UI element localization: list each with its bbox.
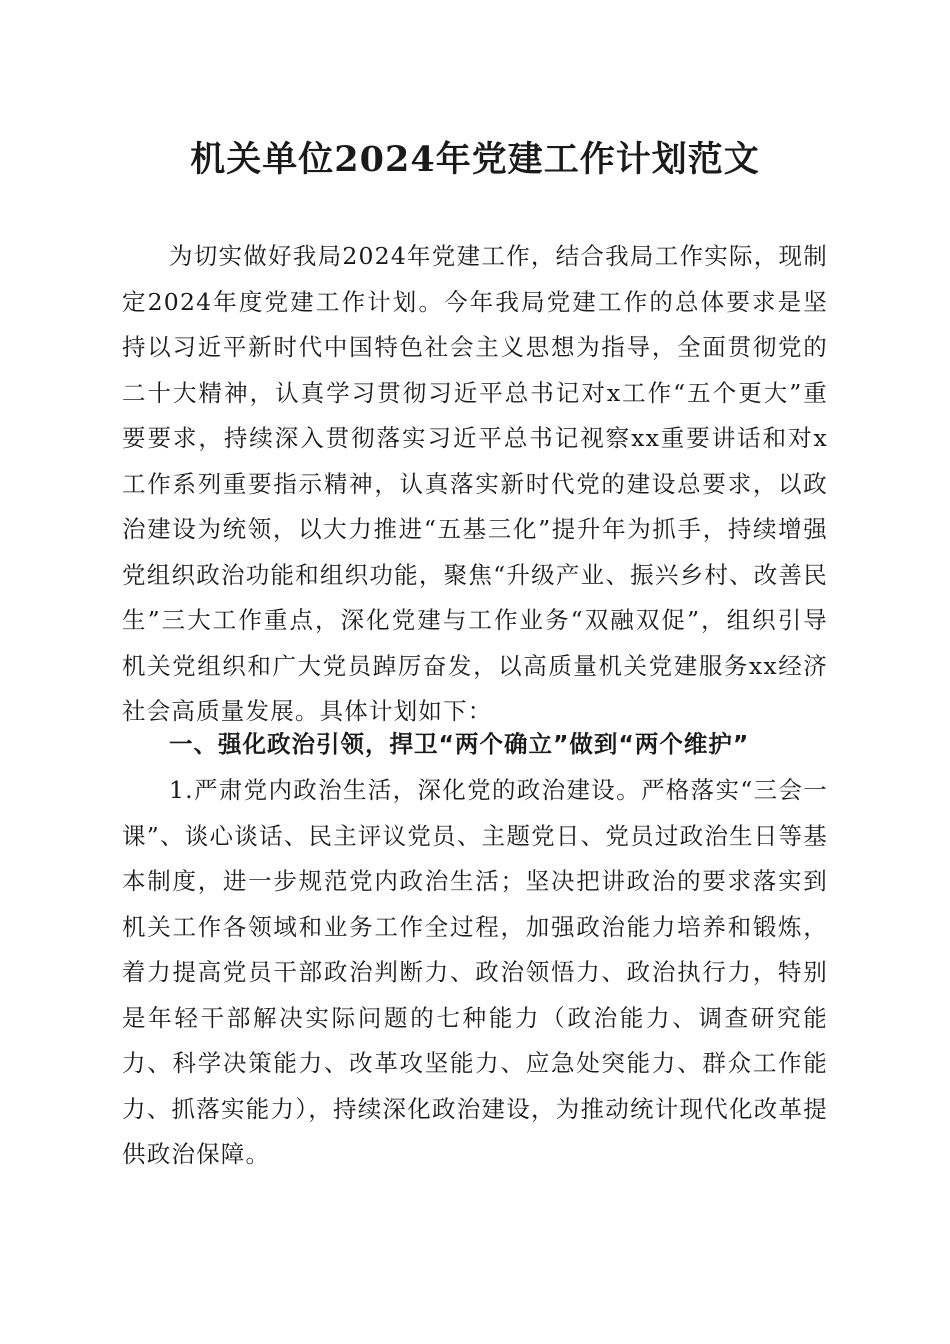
- document-title: 机关单位2024年党建工作计划范文: [190, 139, 760, 180]
- intro-paragraph: 为切实做好我局2024年党建工作，结合我局工作实际，现制定2024年度党建工作计划。今年我局党建工作的总体要求是坚持以习近平新时代中国特色社会主义思想为指导，全面贯彻党的二十大精神，认真学习贯彻习近平总书记对x工作“五个更大”重要要求，持续深入贯彻落实习近平总书记视察xx重要讲话和对x工作系列重要指示精神，认真落实新时代党的建设总要求，以政治建设为统领，以大力推进“五基三化”提升年为抓手，持续增强党组织政治功能和组织功能，聚焦“升级产业、振兴乡村、改善民生”三大工作重点，深化党建与工作业务“双融双促”，组织引导机关党组织和广大党员踔厉奋发，以高质量机关党建服务xx经济社会高质量发展。具体计划如下：: [122, 242, 828, 725]
- section-1-paragraph-1: 1.严肃党内政治生活，深化党的政治建设。严格落实“三会一课”、谈心谈话、民主评议党员、主题党日、党员过政治生日等基本制度，进一步规范党内政治生活；坚决把讲政治的要求落实到机关工作各领域和业务工作全过程，加强政治能力培养和锻炼，着力提高党员干部政治判断力、政治领悟力、政治执行力，特别是年轻干部解决实际问题的七种能力（政治能力、调查研究能力、科学决策能力、改革攻坚能力、应急处突能力、群众工作能力、抓落实能力），持续深化政治建设，为推动统计现代化改革提供政治保障。: [122, 776, 828, 1168]
- section-heading-1: 一、强化政治引领，捍卫“两个确立”做到“两个维护”: [169, 730, 750, 758]
